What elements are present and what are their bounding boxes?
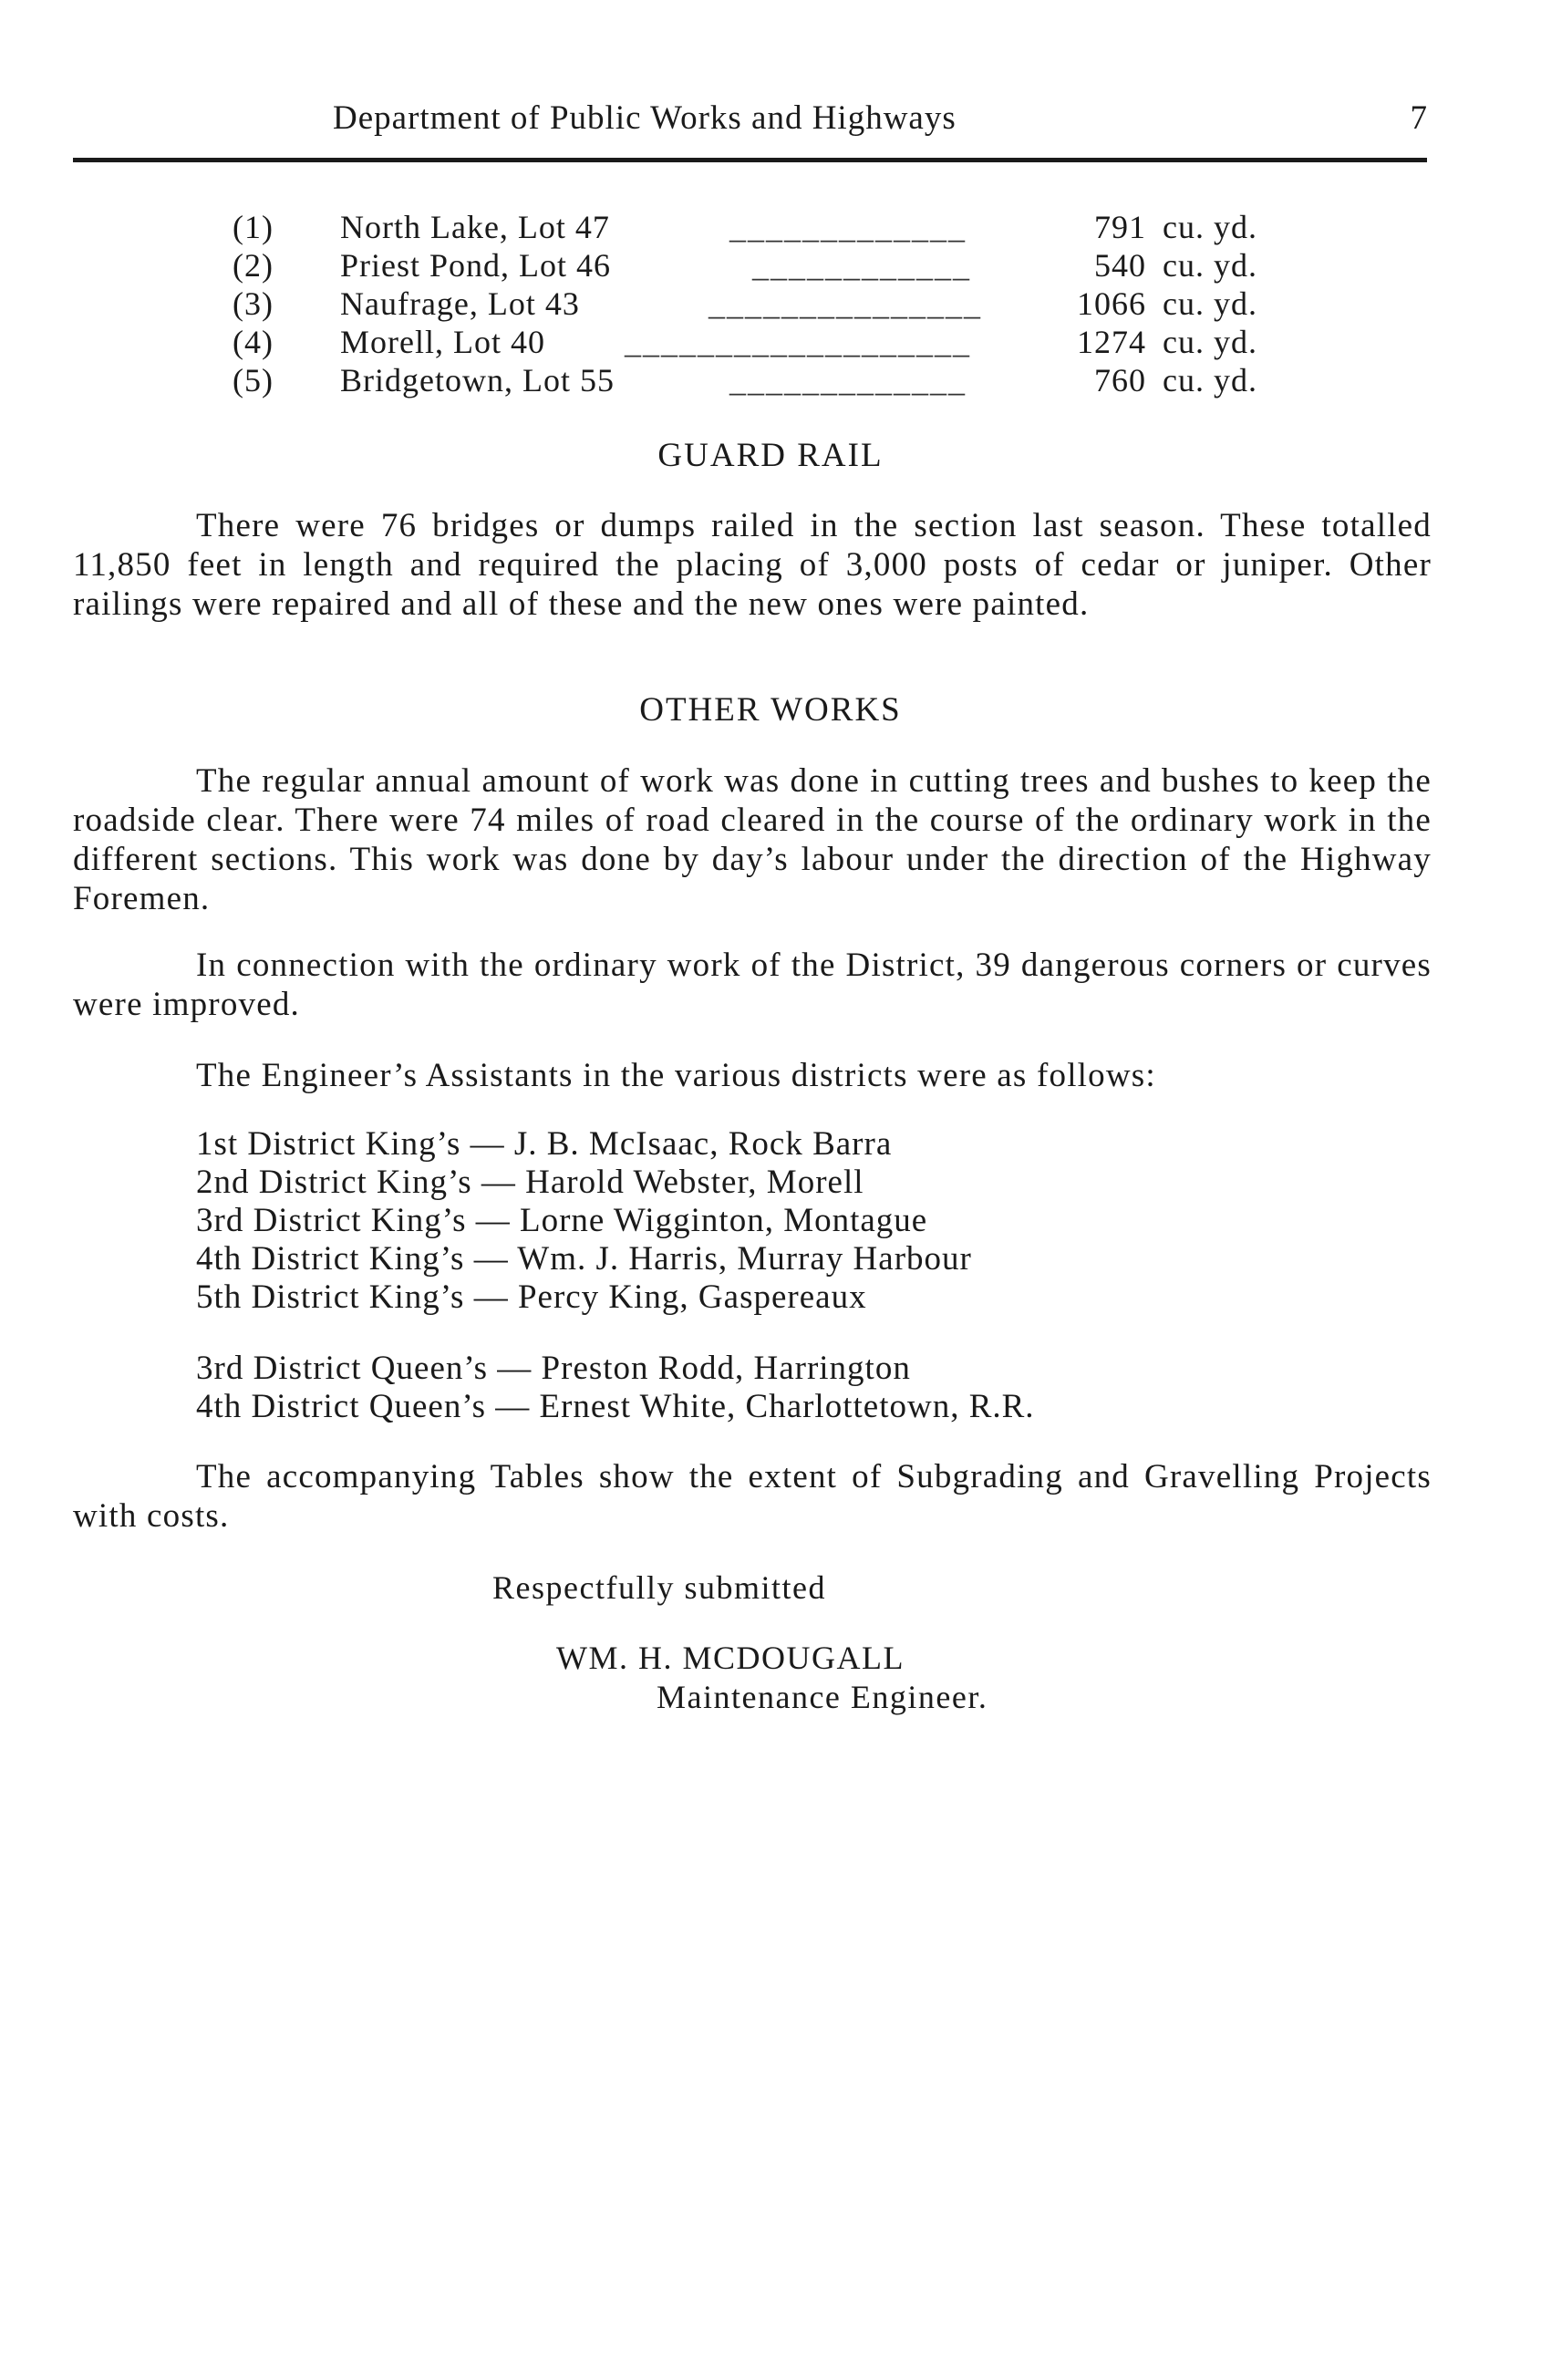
item-unit: cu. yd. <box>1163 324 1257 360</box>
page-number: 7 <box>1410 99 1427 137</box>
guard-rail-heading: GUARD RAIL <box>657 437 884 474</box>
list-item <box>233 285 1281 323</box>
item-unit: cu. yd. <box>1163 247 1257 284</box>
signatory-title: Maintenance Engineer. <box>657 1679 988 1715</box>
list-item: 3rd District Queen’s — Preston Rodd, Harrington <box>196 1350 911 1387</box>
item-place: Naufrage, Lot 43 <box>340 285 580 322</box>
header-title: Department of Public Works and Highways <box>333 99 957 137</box>
item-amount: 1066 <box>1077 285 1146 322</box>
list-item: 2nd District King’s — Harold Webster, Morell <box>196 1164 864 1201</box>
item-number: (4) <box>233 324 274 360</box>
item-number: (2) <box>233 247 274 284</box>
closing-respectfully: Respectfully submitted <box>492 1569 826 1606</box>
item-place: Bridgetown, Lot 55 <box>340 362 615 398</box>
list-item <box>233 246 1281 285</box>
item-unit: cu. yd. <box>1163 285 1257 322</box>
list-item: 3rd District King’s — Lorne Wigginton, Montague <box>196 1202 928 1239</box>
gravel-quantity-list <box>233 208 1281 399</box>
list-item <box>233 361 1281 399</box>
dangerous-corners-paragraph: In connection with the ordinary work of the District, 39 dangerous corners or curves were improved. <box>73 947 1432 1023</box>
item-amount: 1274 <box>1077 324 1146 360</box>
list-item: 4th District King’s — Wm. J. Harris, Murray Harbour <box>196 1240 972 1278</box>
guard-rail-paragraph: There were 76 bridges or dumps railed in the section last season. These totalled 11,850 feet in length and required the placing of 3,000 posts of cedar or juniper. Other railings were repaired and all of these and the new ones were painted. <box>73 507 1432 623</box>
assistants-intro-paragraph: The Engineer’s Assistants in the various districts were as follows: <box>196 1057 1156 1094</box>
dot-leader: _______________ <box>708 285 982 322</box>
list-item: 1st District King’s — J. B. McIsaac, Rock Barra <box>196 1125 893 1163</box>
item-number: (3) <box>233 285 274 322</box>
dot-leader: _____________ <box>729 362 967 398</box>
item-place: Morell, Lot 40 <box>340 324 545 360</box>
item-number: (5) <box>233 362 274 398</box>
header-rule <box>73 158 1427 162</box>
other-works-heading: OTHER WORKS <box>639 691 902 729</box>
queens-assistants-list <box>196 1350 1035 1426</box>
dot-leader: ____________ <box>752 247 971 284</box>
list-item: 5th District King’s — Percy King, Gaspereaux <box>196 1278 867 1316</box>
other-works-paragraph: The regular annual amount of work was done in cutting trees and bushes to keep the roadside clear. There were 74 miles of road cleared in the course of the ordinary work in the different sections. This work was done by day’s labour under the direction of the Highway Foremen. <box>73 762 1432 917</box>
item-amount: 760 <box>1094 362 1146 398</box>
list-item <box>233 323 1281 361</box>
item-amount: 791 <box>1094 209 1146 245</box>
item-unit: cu. yd. <box>1163 362 1257 398</box>
list-item: 4th District Queen’s — Ernest White, Charlottetown, R.R. <box>196 1388 1035 1425</box>
signatory-name: WM. H. MCDOUGALL <box>556 1640 905 1676</box>
page-header <box>73 98 1427 144</box>
item-place: Priest Pond, Lot 46 <box>340 247 612 284</box>
item-number: (1) <box>233 209 274 245</box>
dot-leader: _____________ <box>729 209 967 245</box>
list-item <box>233 208 1281 246</box>
item-place: North Lake, Lot 47 <box>340 209 610 245</box>
tables-paragraph: The accompanying Tables show the extent of Subgrading and Gravelling Projects with costs. <box>73 1458 1432 1535</box>
item-amount: 540 <box>1094 247 1146 284</box>
kings-assistants-list <box>196 1125 972 1317</box>
dot-leader: ___________________ <box>625 324 971 360</box>
item-unit: cu. yd. <box>1163 209 1257 245</box>
